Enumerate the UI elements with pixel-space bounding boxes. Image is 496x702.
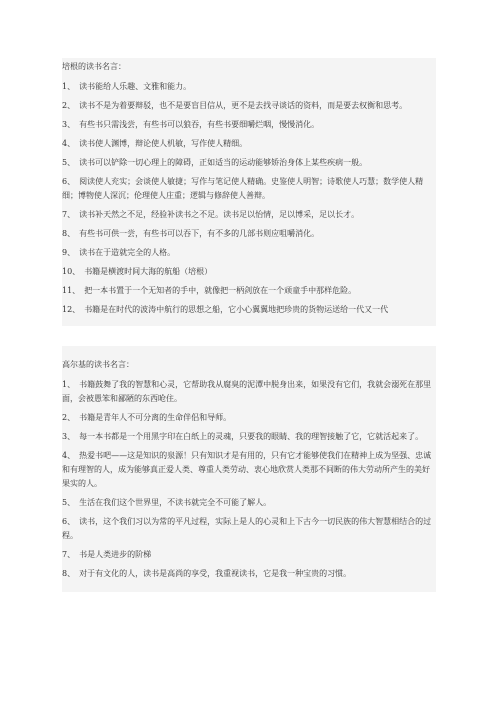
list-item	[62, 227, 436, 241]
item-text: 读书在于造就完全的人格。	[79, 248, 176, 257]
item-number: 4、	[62, 139, 76, 148]
item-text: 读书可以铲除一切心理上的障碍，正如适当的运动能够矫治身体上某些疾病一般。	[79, 158, 368, 167]
item-number: 8、	[62, 229, 76, 238]
item-number: 7、	[62, 210, 76, 219]
item-text: 有些书只需浅尝，有些书可以狼吞，有些书要细嚼烂咽，慢慢消化。	[79, 120, 320, 129]
item-text: 书籍鼓舞了我的智慧和心灵，它帮助我从腐臭的泥潭中脱身出来，如果没有它们，我就会溺死在那里面，会被愚笨和鄙陋的东西呛住。	[62, 380, 432, 403]
list-item	[62, 303, 436, 317]
list-item	[62, 175, 436, 203]
list-item	[62, 496, 436, 510]
item-number: 11、	[62, 286, 81, 295]
list-item	[62, 265, 436, 279]
item-number: 5、	[62, 158, 76, 167]
item-text: 每一本书都是一个用黑字印在白纸上的灵魂，只要我的眼睛、我的理智接触了它，它就活起来了。	[79, 432, 424, 441]
item-text: 把一本书置于一个无知者的手中，就像把一柄剑放在一个顽童手中那样危险。	[84, 286, 357, 295]
item-text: 读书不是为着要辩驳，也不是要盲目信从，更不是去找寻谈话的资料，而是要去权衡和思考。	[79, 101, 408, 110]
item-text: 书籍是在时代的波涛中航行的思想之船，它小心翼翼地把珍贵的货物运送给一代又一代	[84, 305, 389, 314]
list-item	[62, 137, 436, 151]
item-number: 12、	[62, 305, 81, 314]
list-item	[62, 80, 436, 94]
list-item	[62, 156, 436, 170]
list-item	[62, 430, 436, 444]
section-gorky	[62, 346, 436, 592]
item-number: 3、	[62, 120, 76, 129]
item-number: 8、	[62, 569, 76, 578]
list-item	[62, 246, 436, 260]
list-item	[62, 378, 436, 406]
section-bacon	[62, 58, 436, 326]
item-text: 书是人类进步的阶梯	[79, 550, 152, 559]
item-number: 2、	[62, 101, 76, 110]
item-text: 对于有文化的人，读书是高尚的享受，我重视读书，它是我一种宝贵的习惯。	[79, 569, 352, 578]
list-item	[62, 99, 436, 113]
item-text: 读书补天然之不足，经验补读书之不足。读书足以怡情，足以博采，足以长才。	[79, 210, 360, 219]
list-item	[62, 284, 436, 298]
section-title: 高尔基的读书名言：	[62, 360, 134, 369]
list-item	[62, 515, 436, 543]
item-text: 读书使人渊博，辩论使人机敏，写作使人精细。	[79, 139, 248, 148]
item-text: 书籍是横渡时间大海的航船（培根）	[84, 267, 213, 276]
list-item	[62, 118, 436, 132]
document-page	[62, 58, 436, 592]
item-number: 6、	[62, 177, 76, 186]
item-number: 10、	[62, 267, 81, 276]
item-text: 读书能给人乐趣、文雅和能力。	[79, 82, 192, 91]
item-number: 3、	[62, 432, 76, 441]
item-number: 9、	[62, 248, 76, 257]
list-item	[62, 449, 436, 491]
item-number: 1、	[62, 82, 76, 91]
section-title: 培根的读书名言：	[62, 62, 126, 71]
item-text: 读书，这个我们习以为常的平凡过程，实际上是人的心灵和上下古今一切民族的伟大智慧相结合的过程。	[62, 517, 432, 540]
item-number: 5、	[62, 498, 76, 507]
item-text: 书籍是青年人不可分离的生命伴侣和导师。	[79, 413, 232, 422]
list-item	[62, 208, 436, 222]
item-number: 2、	[62, 413, 76, 422]
item-number: 6、	[62, 517, 76, 526]
item-number: 1、	[62, 380, 76, 389]
item-text: 生活在我们这个世界里，不读书就完全不可能了解人。	[79, 498, 272, 507]
list-item	[62, 411, 436, 425]
item-number: 4、	[62, 451, 76, 460]
item-text: 热爱书吧——这是知识的泉源！只有知识才是有用的，只有它才能够使我们在精神上成为坚强、忠诚和有理智的人，成为能够真正爱人类、尊重人类劳动、衷心地欣赏人类那不间断的伟大劳动所产生的美好果实的人。	[62, 451, 432, 488]
item-text: 阅读使人充实；会谈使人敏捷；写作与笔记使人精确。史鉴使人明智；诗歌使人巧慧；数学使人精细；博物使人深沉；伦理使人庄重；逻辑与修辞使人善辩。	[62, 177, 424, 200]
list-item	[62, 567, 436, 581]
list-item	[62, 548, 436, 562]
item-text: 有些书可供一尝，有些书可以吞下，有不多的几部书则应咀嚼消化。	[79, 229, 320, 238]
item-number: 7、	[62, 550, 76, 559]
